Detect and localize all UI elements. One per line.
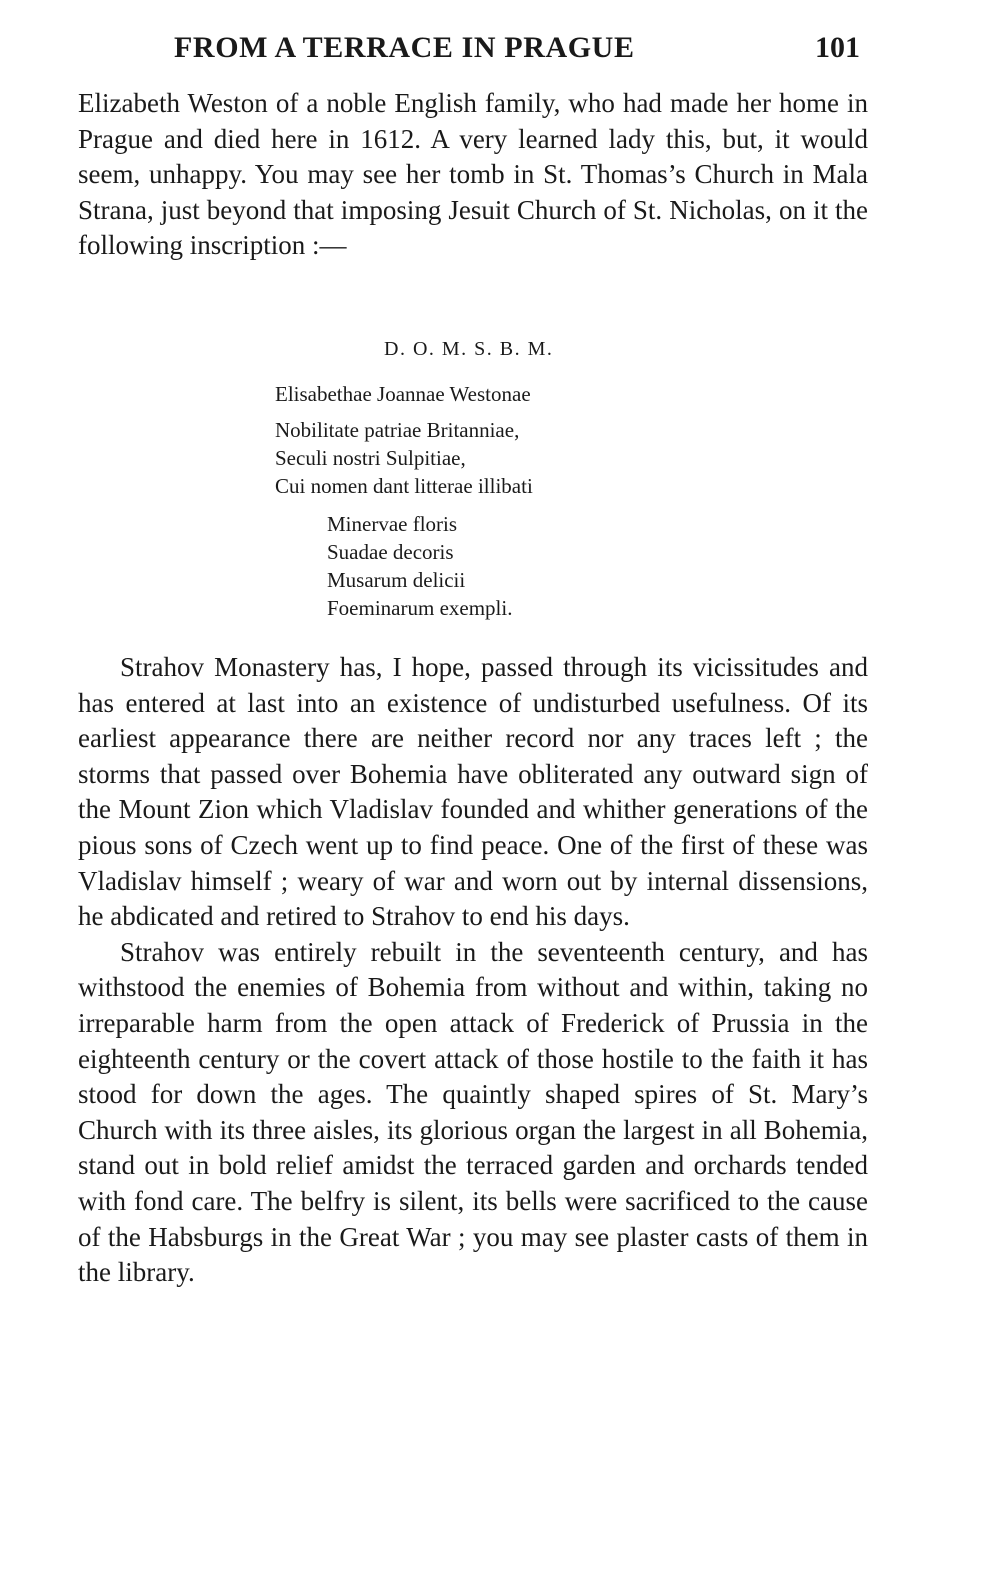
inscription-line: Seculi nostri Sulpitiae,: [275, 446, 466, 470]
inscription-indented-line: Suadae decoris: [327, 540, 454, 564]
intro-paragraph: Elizabeth Weston of a noble English family, who had made her home in Prague and died here in 1612. A very learned lady this, but, it would seem, unhappy. You may see her tomb in St. Thomas’s Church in Mala Strana, just beyond that imposing Jesuit Church of St. Nicholas, on it the following inscription :—: [78, 88, 868, 261]
inscription-indented-lines: [327, 510, 512, 622]
inscription-indented-line: Minervae floris: [327, 512, 458, 536]
running-header: [78, 26, 868, 70]
inscription-line: Nobilitate patriae Britanniae,: [275, 418, 520, 442]
inscription-lines: [275, 380, 533, 500]
inscription-heading: D. O. M. S. B. M.: [384, 338, 554, 360]
running-title: FROM A TERRACE IN PRAGUE: [174, 31, 635, 64]
inscription-line: Elisabethae Joannae Westonae: [275, 382, 531, 406]
page-number: 101: [815, 31, 860, 64]
body-text: [78, 650, 868, 1291]
intro-paragraph-block: [78, 86, 868, 264]
inscription-line: Cui nomen dant litterae illibati: [275, 474, 533, 498]
paragraph-strahov-rebuilt: Strahov was entirely rebuilt in the seventeenth century, and has withstood the enemies of Bohemia from without and within, taking no irreparable harm from the open attack of Frederick of Prussia in the eighteenth century or the covert attack of those hostile to the faith it has stood for down the ages. The quaintly shaped spires of St. Mary’s Church with its three aisles, its glorious organ the largest in all Bohemia, stand out in bold relief amidst the terraced garden and orchards tended with fond care. The belfry is silent, its bells were sacrificed to the cause of the Habsburgs in the Great War ; you may see plaster casts of them in the library.: [78, 936, 868, 1288]
inscription-indented-line: Musarum delicii: [327, 568, 466, 592]
paragraph-strahov-monastery: Strahov Monastery has, I hope, passed through its vicissitudes and has entered at last into an existence of undisturbed usefulness. Of its earliest appearance there are neither record nor any traces left ; the storms that passed over Bohemia have obliterated any outward sign of the Mount Zion which Vladislav founded and whither generations of the pious sons of Czech went up to find peace. One of the first of these was Vladislav himself ; weary of war and worn out by internal dissensions, he abdicated and retired to Strahov to end his days.: [78, 652, 868, 932]
inscription-indented-line: Foeminarum exempli.: [327, 596, 513, 620]
